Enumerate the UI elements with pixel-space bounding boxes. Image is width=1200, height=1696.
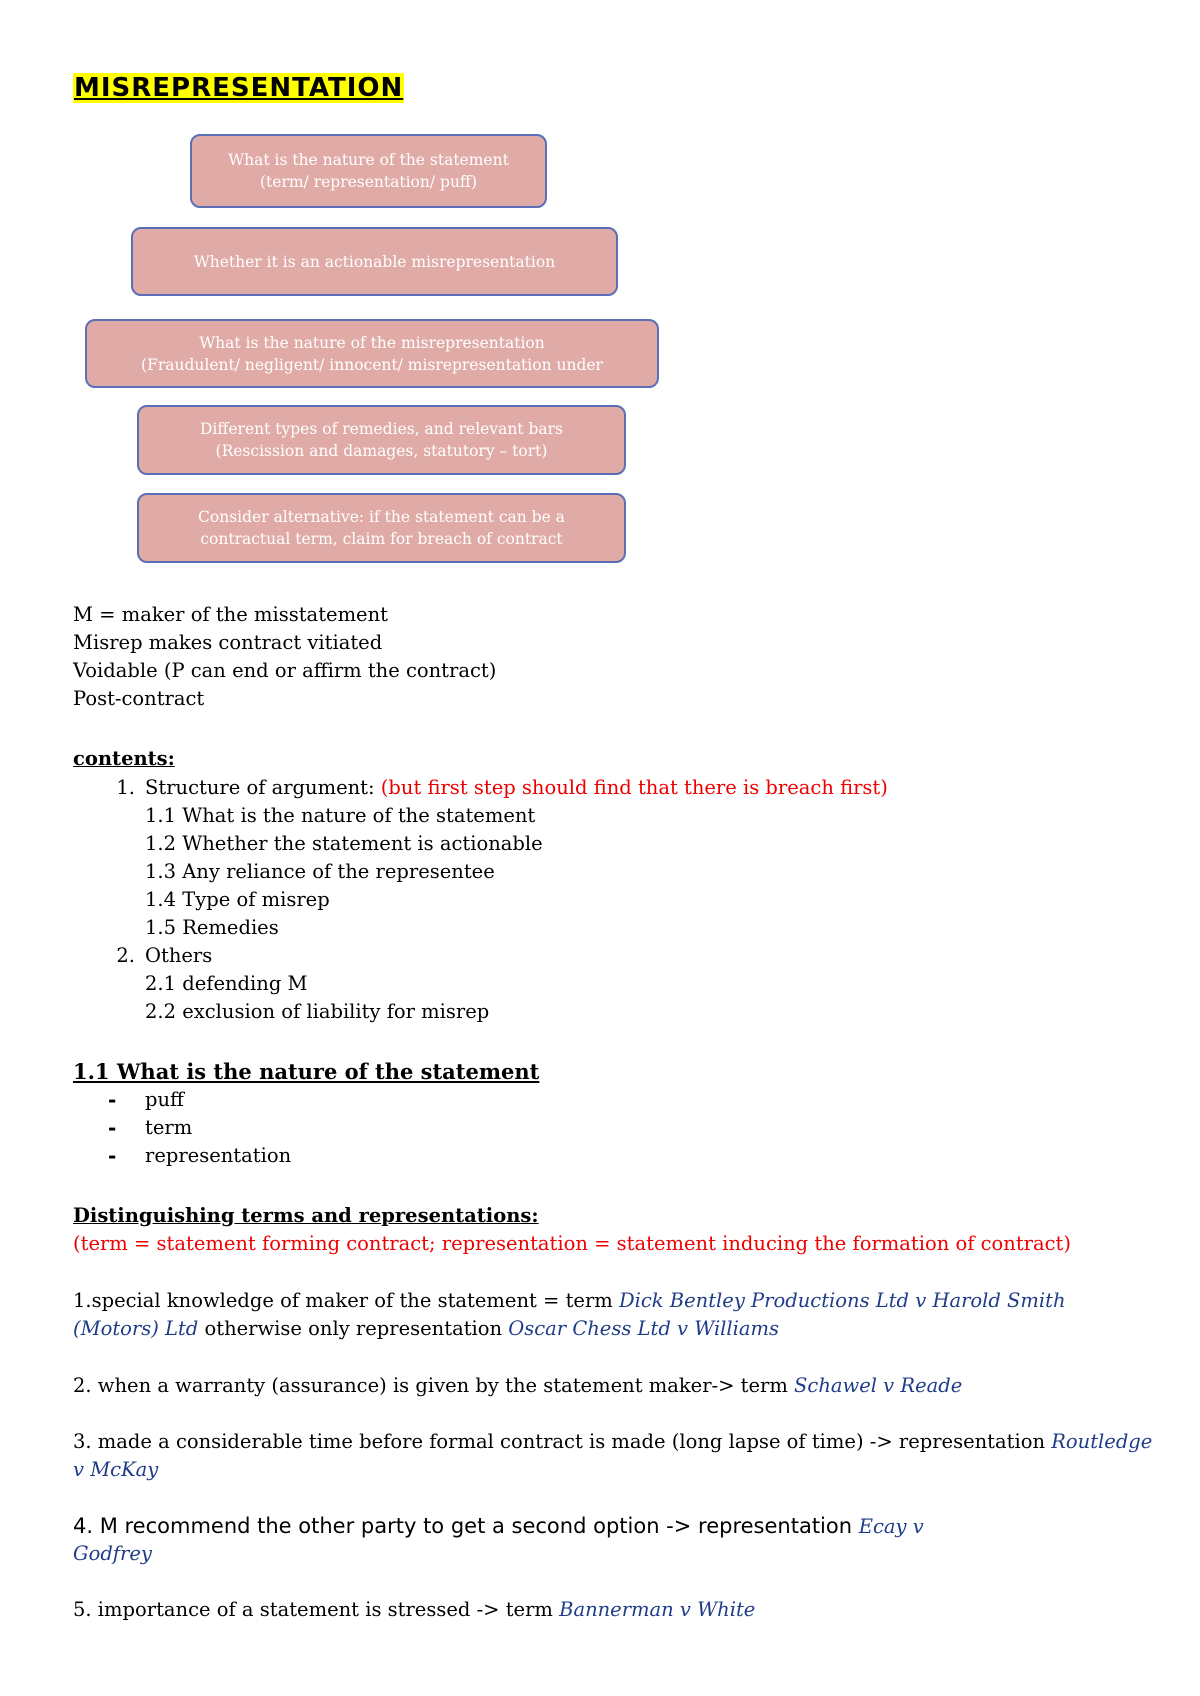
bullet-marker: - bbox=[108, 1088, 117, 1112]
flow-box-line: What is the nature of the misrepresentation bbox=[199, 333, 545, 352]
flow-box-actionable bbox=[131, 227, 618, 296]
point-text: 2. when a warranty (assurance) is given by the statement maker-> term bbox=[73, 1374, 795, 1397]
contents-item-text: Structure of argument: bbox=[145, 776, 381, 799]
definition-note: (term = statement forming contract; representation = statement inducing the formation of contract) bbox=[73, 1232, 1071, 1255]
case-citation: Godfrey bbox=[73, 1542, 152, 1565]
flow-box-statement-nature bbox=[190, 134, 547, 208]
point-text: 3. made a considerable time before formal contract is made (long lapse of time) -> representation bbox=[73, 1430, 1052, 1453]
section-heading: 1.1 What is the nature of the statement bbox=[73, 1059, 540, 1084]
point-5 bbox=[73, 1596, 755, 1624]
flow-box-line: (Fraudulent/ negligent/ innocent/ misrepresentation under bbox=[141, 355, 603, 374]
contents-subitem: 1.3 Any reliance of the representee bbox=[145, 860, 495, 883]
case-citation: Routledge bbox=[1051, 1430, 1153, 1453]
point-1-line-2 bbox=[73, 1315, 779, 1343]
contents-subitem: 1.5 Remedies bbox=[145, 916, 279, 939]
contents-subitem: 1.2 Whether the statement is actionable bbox=[145, 832, 543, 855]
point-3-line-2 bbox=[73, 1456, 158, 1484]
contents-item-text: Others bbox=[145, 944, 213, 967]
point-4-line-1 bbox=[73, 1512, 924, 1541]
flow-box-remedies bbox=[137, 405, 626, 475]
case-citation: Bannerman v White bbox=[559, 1598, 756, 1621]
point-text: 5. importance of a statement is stressed -> term bbox=[73, 1598, 560, 1621]
bullet-marker: - bbox=[108, 1144, 117, 1168]
contents-item-2 bbox=[73, 942, 212, 970]
case-citation: (Motors) Ltd bbox=[73, 1317, 199, 1340]
note-line: Voidable (P can end or affirm the contract) bbox=[73, 659, 497, 682]
case-citation: Schawel v Reade bbox=[794, 1374, 963, 1397]
point-3-line-1 bbox=[73, 1428, 1152, 1456]
point-2 bbox=[73, 1372, 962, 1400]
bullet-item: term bbox=[145, 1116, 193, 1139]
point-1-line-1 bbox=[73, 1287, 1066, 1315]
flow-box-line: Consider alternative: if the statement can be a bbox=[198, 508, 565, 526]
point-4-line-2 bbox=[73, 1540, 152, 1568]
subsection-heading: Distinguishing terms and representations: bbox=[73, 1204, 539, 1227]
contents-heading: contents: bbox=[73, 747, 175, 770]
contents-item-note: (but first step should find that there is breach first) bbox=[380, 776, 888, 799]
flow-box-misrep-nature bbox=[85, 319, 659, 388]
bullet-item: representation bbox=[145, 1144, 292, 1167]
bullet-item: puff bbox=[145, 1088, 184, 1111]
point-text: 4. M recommend the other party to get a second option -> representation bbox=[73, 1514, 859, 1538]
flow-box-line: What is the nature of the statement bbox=[228, 151, 509, 169]
contents-subitem: 1.1 What is the nature of the statement bbox=[145, 804, 536, 827]
contents-subitem: 2.2 exclusion of liability for misrep bbox=[145, 1000, 490, 1023]
case-citation: Oscar Chess Ltd v Williams bbox=[508, 1317, 780, 1340]
bullet-marker: - bbox=[108, 1116, 117, 1140]
flow-box-line: (Rescission and damages, statutory – tort) bbox=[215, 442, 548, 460]
note-line: M = maker of the misstatement bbox=[73, 603, 388, 626]
note-line: Misrep makes contract vitiated bbox=[73, 631, 383, 654]
flow-box-line: (term/ representation/ puff) bbox=[260, 173, 477, 191]
point-text: 1.special knowledge of maker of the statement = term bbox=[73, 1289, 619, 1312]
contents-subitem: 1.4 Type of misrep bbox=[145, 888, 330, 911]
page-title: MISREPRESENTATION bbox=[74, 73, 404, 103]
flow-box-line: Whether it is an actionable misrepresentation bbox=[193, 252, 556, 271]
case-citation: v McKay bbox=[73, 1458, 159, 1481]
case-citation: Dick Bentley Productions Ltd v Harold Smith bbox=[618, 1289, 1066, 1312]
case-citation: Ecay v bbox=[858, 1515, 924, 1538]
note-line: Post-contract bbox=[73, 687, 205, 710]
point-text: otherwise only representation bbox=[198, 1317, 509, 1340]
contents-subitem: 2.1 defending M bbox=[145, 972, 308, 995]
list-number: 2. bbox=[116, 944, 135, 967]
contents-item-1 bbox=[73, 774, 888, 802]
flow-box-alternative bbox=[137, 493, 626, 563]
flow-box-line: Different types of remedies, and relevant bars bbox=[199, 420, 563, 438]
list-number: 1. bbox=[116, 776, 135, 799]
flow-box-line: contractual term, claim for breach of contract bbox=[200, 530, 563, 548]
